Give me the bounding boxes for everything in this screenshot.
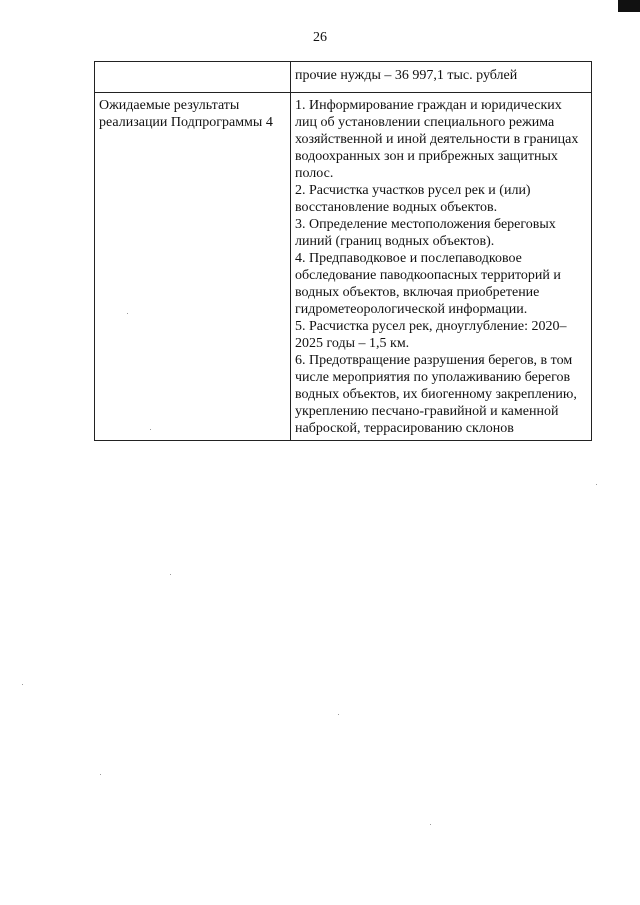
scan-corner-mark xyxy=(618,0,640,12)
table-row xyxy=(95,62,592,93)
table-cell-empty xyxy=(95,62,291,93)
list-item: 5. Расчистка русел рек, дноуглубление: 2020–2025 годы – 1,5 км. xyxy=(295,319,567,351)
subprogram-table xyxy=(94,61,592,441)
page-number: 26 xyxy=(313,30,327,45)
scan-speck xyxy=(170,574,171,575)
scan-speck xyxy=(22,684,23,685)
scan-speck xyxy=(150,429,151,430)
list-item: 3. Определение местоположения береговых линий (границ водных объектов). xyxy=(295,217,556,249)
results-list xyxy=(295,97,587,437)
scan-speck xyxy=(100,774,101,775)
list-item: 6. Предотвращение разрушения берегов, в том числе мероприятия по уполаживанию берегов водных объектов, их биогенному закреплению, укреплению песчано-гравийной и каменной наброской, террасированию склонов xyxy=(295,353,577,436)
scan-speck xyxy=(430,824,431,825)
list-item: 4. Предпаводковое и послепаводковое обследование паводкоопасных территорий и водных объектов, включая приобретение гидрометеорологической информации. xyxy=(295,251,561,317)
list-item: 1. Информирование граждан и юридических лиц об установлении специального режима хозяйственной и иной деятельности в границах водоохранных зон и прибрежных защитных полос. xyxy=(295,98,579,181)
other-needs-cell: прочие нужды – 36 997,1 тыс. рублей xyxy=(291,62,592,93)
list-item: 2. Расчистка участков русел рек и (или) восстановление водных объектов. xyxy=(295,183,531,215)
results-label-cell: Ожидаемые результаты реализации Подпрограммы 4 xyxy=(95,93,291,441)
scan-speck xyxy=(596,484,597,485)
scan-speck xyxy=(127,313,128,314)
results-content-cell xyxy=(291,93,592,441)
scan-speck xyxy=(338,714,339,715)
table-row xyxy=(95,93,592,441)
